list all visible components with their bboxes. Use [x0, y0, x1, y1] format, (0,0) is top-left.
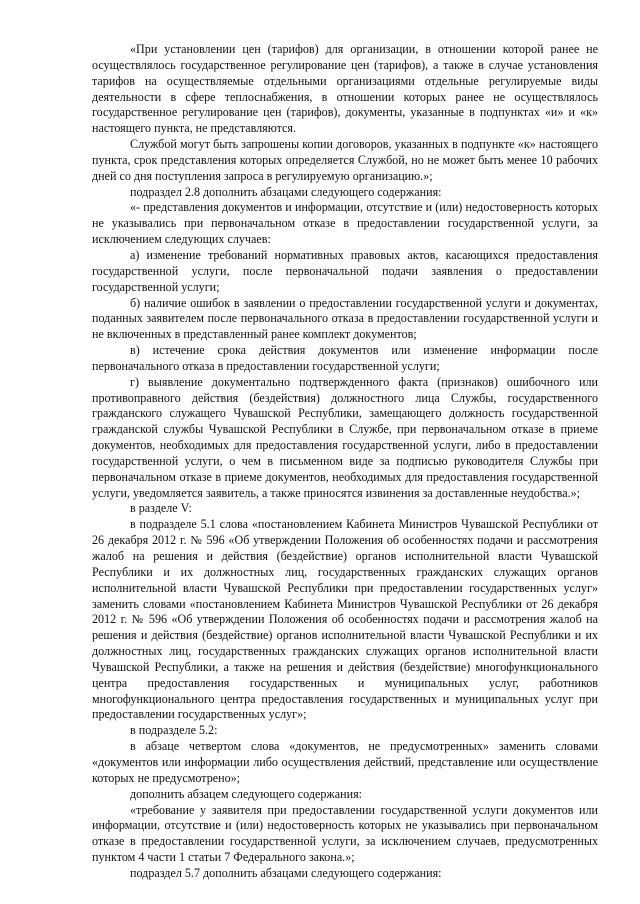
paragraph-section-v: в разделе V: — [130, 501, 192, 516]
paragraph-subsection-5-7: подраздел 5.7 дополнить абзацами следующего содержания: — [130, 865, 442, 880]
paragraph-item-v: в) истечение срока действия документов или изменение информации после первоначального отказа в предоставлении государственной услуги; — [92, 343, 598, 373]
paragraph-subsection-2-8: подраздел 2.8 дополнить абзацами следующего содержания: — [130, 184, 442, 199]
paragraph-add-abzac: дополнить абзацем следующего содержания: — [130, 786, 363, 801]
paragraph-subsection-5-1: в подразделе 5.1 слова «постановлением Кабинета Министров Чувашской Республики от 26 декабря 2012 г. № 596 «Об утверждении Положения об особенностях подачи и рассмотрения жалоб на решения и действия (бездействие) органов исполнительной власти Чувашской Республики и их должностных лиц, государственных гражданских служащих органов исполнительной власти Чувашской Республики при предоставлении государственных услуг» заменить словами «постановлением Кабинета Министров Чувашской Республики от 26 декабря 2012 г. № 596 «Об утверждении Положения об особенностях подачи и рассмотрения жалоб на решения и действия (бездействие) органов исполнительной власти Чувашской Республики и их должностных лиц, государственных гражданских служащих органов исполнительной власти Чувашской Республики, а также на решения и действия (бездействие) многофункционального центра предоставления государственных и муниципальных услуг, работников многофункционального центра предоставления государственных и муниципальных услуг при предоставлении государственных услуг»; — [92, 517, 598, 722]
paragraph-refusal-documents: «- представления документов и информации, отсутствие и (или) недостоверность которых не указывались при первоначальном отказе в предоставлении государственной услуги, за исключением следующих случаев: — [92, 200, 598, 247]
paragraph-item-b: б) наличие ошибок в заявлении о предоставлении государственной услуги и документах, поданных заявителем после первоначального отказа в предоставлении государственной услуги и не включенных в представленный ранее комплект документов; — [92, 295, 598, 342]
paragraph-requirement: «требование у заявителя при предоставлении государственной услуги документов или информации, отсутствие и (или) недостоверность которых не указывались при первоначальном отказе в предоставлении государственной услуги, за исключением случаев, предусмотренных пунктом 4 части 1 статьи 7 Федерального закона.»; — [92, 802, 598, 865]
paragraph-fourth-abzac: в абзаце четвертом слова «документов, не предусмотренных» заменить словами «документов или информации либо осуществления действий, представление или осуществление которых не предусмотрено»; — [92, 739, 598, 785]
paragraph-item-a: а) изменение требований нормативных правовых актов, касающихся предоставления государственной услуги, после первоначальной подачи заявления о предоставлении государственной услуги; — [92, 247, 598, 294]
paragraph-tariff-documents: «При установлении цен (тарифов) для организации, в отношении которой ранее не осуществлялось государственное регулирование цен (тарифов), а также в случае установления тарифов на осуществляемые отдельными организациями отдельные регулируемые виды деятельности в сфере теплоснабжения, в отношении которых ранее не осуществлялось государственное регулирование цен (тарифов), документы, указанные в подпунктах «и» и «к» настоящего пункта, не представляются. — [92, 42, 598, 136]
paragraph-contract-copies: Службой могут быть запрошены копии договоров, указанных в подпункте «к» настоящего пункта, срок представления которых определяется Службой, но не может быть менее 10 рабочих дней со дня поступления запроса в регулируемую организацию.»; — [92, 137, 598, 183]
paragraph-item-g: г) выявление документально подтвержденного факта (признаков) ошибочного или противоправного действия (бездействия) должностного лица Службы, государственного гражданского служащего Чувашской Республики, замещающего должность государственной гражданской службы Чувашской Республики в Службе, при первоначальном отказе в приеме документов, необходимых для предоставления государственной услуги, либо в предоставлении государственной услуги, о чем в письменном виде за подписью руководителя Службы при первоначальном отказе в приеме документов, необходимых для предоставления государственной услуги, уведомляется заявитель, а также приносятся извинения за доставленные неудобства.»; — [92, 374, 598, 500]
paragraph-subsection-5-2: в подразделе 5.2: — [130, 723, 218, 738]
document-page — [92, 42, 598, 882]
